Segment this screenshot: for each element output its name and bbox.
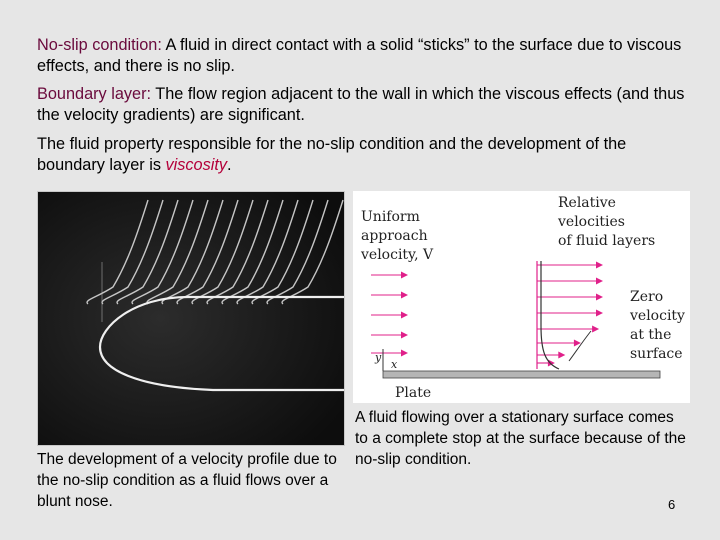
- velocity-profile-diagram: [353, 191, 690, 403]
- plate-label: Plate: [395, 385, 432, 401]
- relative-label-line2: velocities: [558, 214, 625, 230]
- zero-label-line4: surface: [630, 346, 683, 362]
- zero-label-line3: at the: [630, 327, 672, 343]
- uniform-label-line1: Uniform: [361, 209, 420, 225]
- relative-label-line3: of fluid layers: [558, 233, 656, 249]
- boundary-layer-definition: The flow region adjacent to the wall in which the viscous effects (and thus the velocity gradients) are significant.: [37, 85, 685, 124]
- zero-label-line1: Zero: [630, 289, 664, 305]
- no-slip-term: No-slip condition:: [37, 36, 162, 54]
- viscosity-sentence-end: .: [227, 156, 232, 174]
- y-axis-label: y: [375, 351, 382, 364]
- uniform-label-line2: approach: [361, 228, 428, 244]
- boundary-layer-paragraph: [37, 84, 687, 126]
- right-caption: A fluid flowing over a stationary surface comes to a complete stop at the surface because of the no-slip condition.: [355, 409, 686, 468]
- viscosity-sentence: The fluid property responsible for the no-slip condition and the development of the boundary layer is: [37, 135, 627, 174]
- viscosity-highlight: viscosity: [165, 156, 228, 174]
- no-slip-definition: A fluid in direct contact with a solid “sticks” to the surface due to viscous effects, and there is no slip.: [37, 36, 682, 75]
- blunt-nose-flow-photo: [37, 191, 345, 446]
- boundary-layer-term: Boundary layer:: [37, 85, 152, 103]
- uniform-label-line3: velocity, V: [361, 247, 434, 263]
- zero-label-line2: velocity: [630, 308, 685, 324]
- relative-label-line1: Relative: [558, 195, 616, 211]
- no-slip-paragraph: [37, 35, 687, 77]
- plate: [383, 371, 660, 378]
- x-axis-label: x: [391, 358, 398, 371]
- left-caption: The development of a velocity profile due to the no-slip condition as a fluid flows over a blunt nose.: [37, 451, 337, 510]
- page-number: 6: [668, 497, 676, 512]
- viscosity-paragraph: [37, 134, 687, 176]
